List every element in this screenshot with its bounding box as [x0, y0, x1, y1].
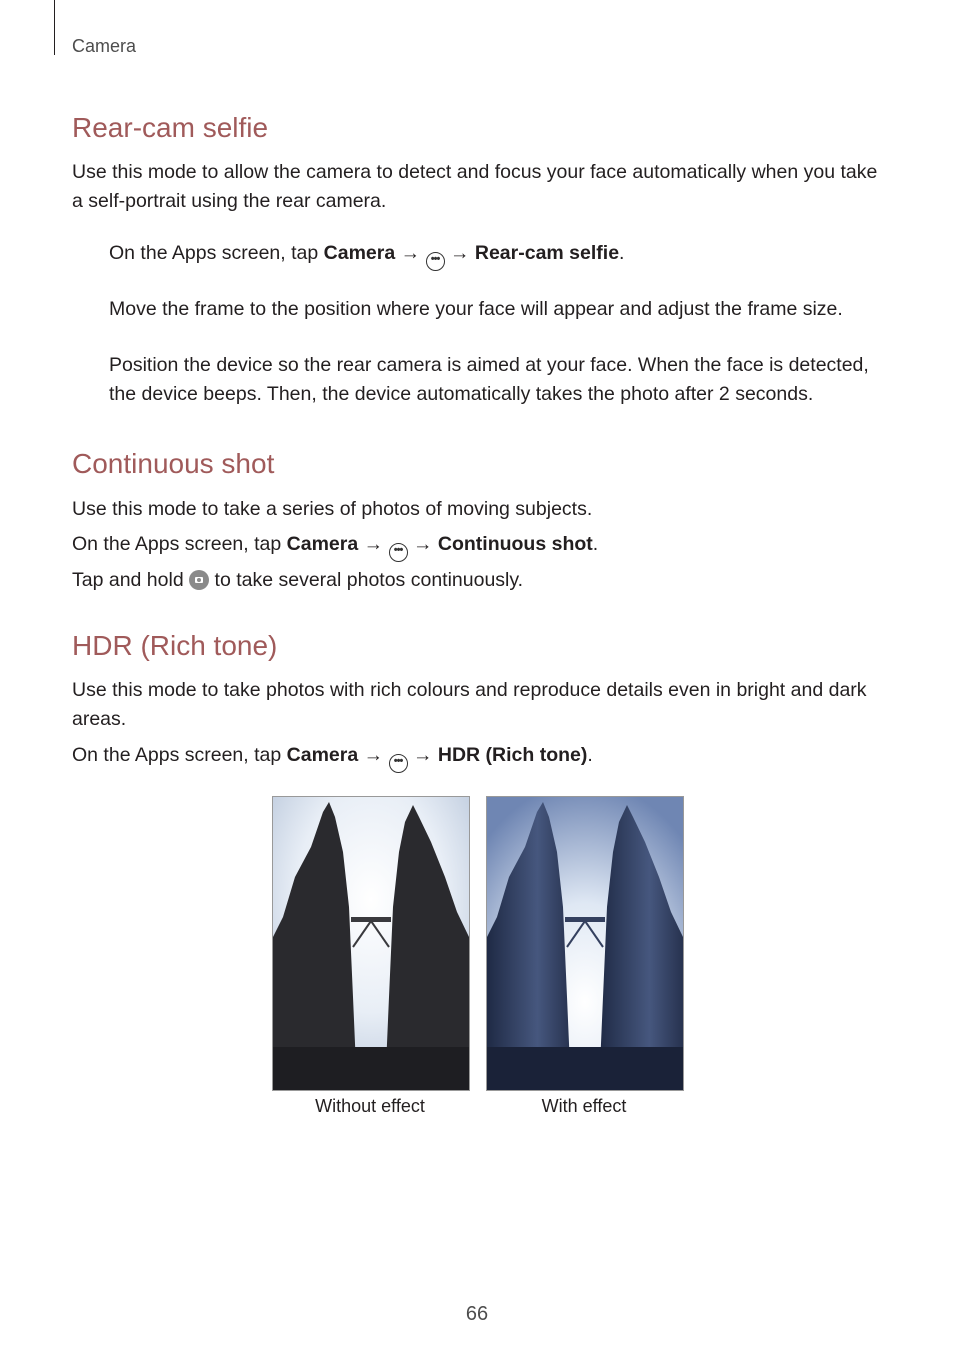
tap-text: to take several photos continuously.	[209, 569, 524, 591]
more-options-icon: •••	[389, 754, 408, 773]
step-text: On the Apps screen, tap	[72, 533, 287, 555]
photo-without-effect	[272, 796, 470, 1091]
photo-with-effect	[486, 796, 684, 1091]
arrow: →	[444, 242, 475, 264]
page-number: 66	[465, 1303, 489, 1325]
rear-cam-selfie-step-1	[109, 239, 887, 271]
camera-capture-icon	[189, 570, 209, 590]
tap-text: Tap and hold	[72, 569, 190, 591]
running-head: Camera	[72, 36, 137, 56]
mode-label: Rear-cam selfie	[474, 242, 620, 264]
header-rule	[54, 0, 55, 55]
arrow: →	[358, 533, 389, 555]
camera-label: Camera	[323, 242, 396, 264]
rear-cam-selfie-intro: Use this mode to allow the camera to detect and focus your face automatically when you take a self-portrait using the rear camera.	[72, 161, 878, 212]
more-options-icon: •••	[389, 543, 408, 562]
continuous-shot-intro: Use this mode to take a series of photos of moving subjects.	[72, 498, 593, 520]
section-title-continuous-shot: Continuous shot	[72, 448, 275, 479]
section-title-hdr: HDR (Rich tone)	[72, 630, 278, 661]
towers-illustration-without-effect	[273, 797, 469, 1090]
step-text: On the Apps screen, tap	[109, 242, 324, 264]
camera-label: Camera	[286, 744, 359, 766]
caption-with-effect: With effect	[541, 1096, 627, 1116]
arrow: →	[395, 242, 426, 264]
rear-cam-selfie-step-3: Position the device so the rear camera is aimed at your face. When the face is detected, the device beeps. Then, the device automatically takes the photo after 2 seconds.	[109, 354, 869, 405]
mode-label: HDR (Rich tone)	[437, 744, 588, 766]
more-options-icon: •••	[426, 252, 445, 271]
mode-label: Continuous shot	[437, 533, 593, 555]
arrow: →	[358, 744, 389, 766]
caption-without-effect: Without effect	[315, 1096, 425, 1116]
section-title-rear-cam-selfie: Rear-cam selfie	[72, 112, 269, 143]
hdr-step-1	[72, 741, 887, 773]
step-end: .	[592, 533, 599, 555]
arrow: →	[407, 744, 438, 766]
hdr-intro: Use this mode to take photos with rich colours and reproduce details even in bright and dark areas.	[72, 679, 867, 730]
arrow: →	[407, 533, 438, 555]
step-end: .	[587, 744, 593, 766]
step-end: .	[619, 242, 625, 264]
continuous-shot-tap	[72, 566, 887, 595]
step-text: On the Apps screen, tap	[72, 744, 287, 766]
towers-illustration-with-effect	[487, 797, 683, 1090]
camera-label: Camera	[286, 533, 359, 555]
rear-cam-selfie-step-2: Move the frame to the position where your face will appear and adjust the frame size.	[109, 298, 843, 320]
continuous-shot-step-1	[72, 530, 887, 562]
